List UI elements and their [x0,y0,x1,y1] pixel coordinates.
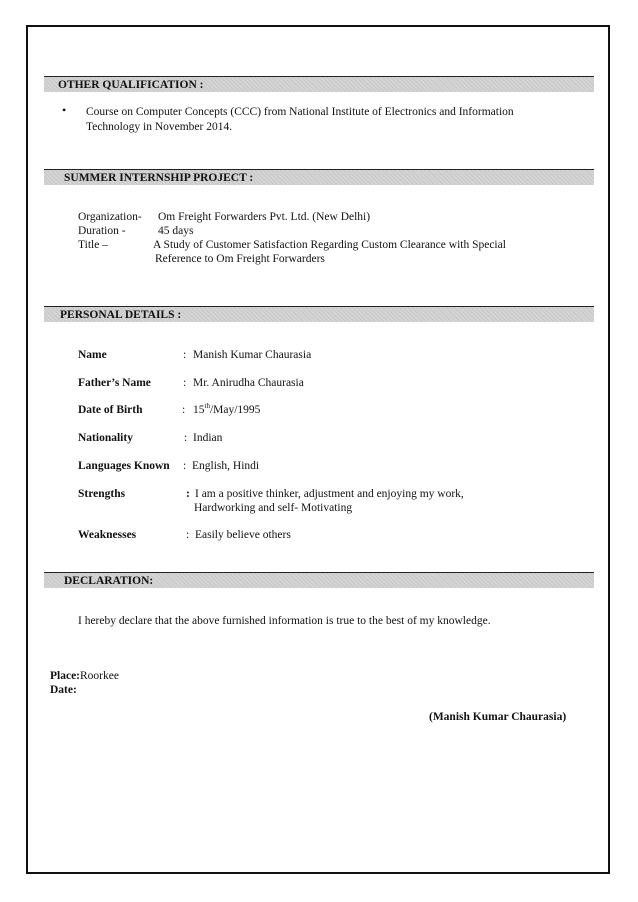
name-label: Name [78,349,107,361]
title-label: Title – [78,239,108,251]
dob-value: 15th/May/1995 [193,402,261,416]
section-title: SUMMER INTERNSHIP PROJECT : [64,172,254,184]
qualification-line-1: Course on Computer Concepts (CCC) from National Institute of Electronics and Information [86,106,514,118]
qualification-line-2: Technology in November 2014. [86,121,233,133]
signature-name: (Manish Kumar Chaurasia) [429,711,567,723]
section-title: DECLARATION: [64,575,154,587]
fathers-name-label: Father’s Name [78,377,151,389]
title-value-line-1: A Study of Customer Satisfaction Regarding Custom Clearance with Special [153,239,506,251]
title-value-line-2: Reference to Om Freight Forwarders [155,253,325,265]
declaration-text: I hereby declare that the above furnished information is true to the best of my knowledge. [78,615,491,627]
organization-label: Organization- [78,211,142,223]
date-label: Date: [50,684,77,696]
place-line [50,669,119,683]
strengths-colon: : [186,488,190,500]
nationality-label: Nationality [78,432,133,444]
page-border [26,25,610,874]
languages-label: Languages Known [78,460,170,472]
duration-label: Duration - [78,225,126,237]
strengths-value-line-1: I am a positive thinker, adjustment and enjoying my work, [195,488,464,500]
nationality-value: Indian [193,432,223,444]
languages-colon: : [183,460,187,472]
section-header-internship [44,169,594,185]
strengths-value-line-2: Hardworking and self- Motivating [194,502,353,514]
weaknesses-colon: : [186,529,190,541]
weaknesses-value: Easily believe others [195,529,291,541]
languages-value: English, Hindi [192,460,260,472]
organization-value: Om Freight Forwarders Pvt. Ltd. (New Delhi) [158,211,371,223]
dob-colon: : [182,404,186,416]
section-header-personal-details [44,306,594,322]
section-header-declaration [44,572,594,588]
section-header-other-qualification [44,76,594,92]
nationality-colon: : [184,432,188,444]
place-value: Roorkee [80,670,119,682]
section-title: OTHER QUALIFICATION : [58,79,204,91]
name-value: Manish Kumar Chaurasia [193,349,312,361]
place-label: Place: [50,670,81,682]
fathers-name-colon: : [183,377,187,389]
bullet-icon: • [62,103,67,117]
fathers-name-value: Mr. Anirudha Chaurasia [193,377,304,389]
dob-label: Date of Birth [78,404,143,416]
duration-value: 45 days [158,225,194,237]
weaknesses-label: Weaknesses [78,529,137,541]
strengths-label: Strengths [78,488,126,500]
section-title: PERSONAL DETAILS : [60,309,182,321]
name-colon: : [183,349,187,361]
